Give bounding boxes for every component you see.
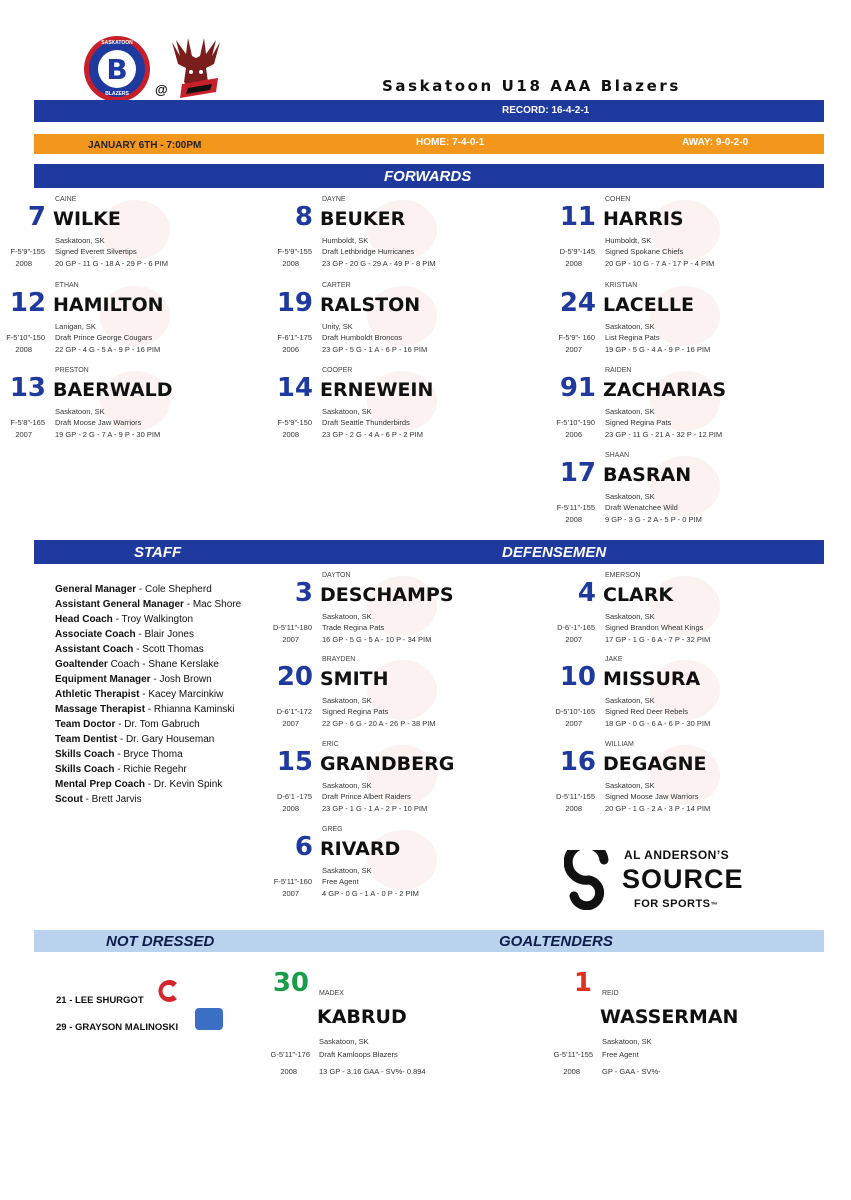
player-last-name: RALSTON — [320, 294, 421, 316]
player-last-name: LACELLE — [603, 294, 694, 316]
home-team-logo — [84, 36, 150, 102]
sponsor-line1: AL ANDERSON’S — [624, 848, 730, 862]
player-stats: 23 GP - 5 G - 1 A - 6 P - 16 PIM — [322, 345, 428, 354]
player-hometown: Humboldt, SK — [322, 236, 369, 245]
player-status: Draft Prince Albert Raiders — [322, 792, 411, 801]
staff-name: - Scott Thomas — [133, 644, 204, 655]
player-number: 19 — [276, 288, 313, 318]
goalie-card — [547, 968, 847, 1078]
player-first-name: EMERSON — [605, 572, 641, 579]
staff-member — [55, 734, 214, 745]
staff-member — [55, 794, 142, 805]
player-hometown: Saskatoon, SK — [55, 407, 105, 416]
player-card — [0, 367, 270, 447]
not-dressed-goalies-bar — [34, 930, 824, 952]
player-first-name: DAYTON — [322, 572, 351, 579]
staff-role: Mental Prep Coach — [55, 779, 146, 790]
player-birth-year: 2008 — [15, 259, 32, 268]
player-status: Draft Lethbridge Hurricanes — [322, 247, 415, 256]
game-info-bar — [34, 134, 824, 154]
player-stats: 23 GP - 2 G - 4 A - 6 P - 2 PIM — [322, 430, 424, 439]
player-hometown: Saskatoon, SK — [322, 781, 372, 790]
staff-member — [55, 659, 219, 670]
staff-name: - Mac Shore — [183, 599, 242, 610]
home-logo-ring-top: SASKATOON — [101, 40, 133, 46]
player-first-name: GREG — [322, 826, 343, 833]
staff-member — [55, 689, 223, 700]
player-status: Draft Wenatchee Wild — [605, 503, 678, 512]
player-status: Signed Regina Pats — [605, 418, 672, 427]
goalie-number: 30 — [272, 968, 309, 998]
player-first-name: RAIDEN — [605, 367, 632, 374]
player-stats: 17 GP - 1 G - 6 A - 7 P - 32 PIM — [605, 635, 711, 644]
forwards-title: FORWARDS — [384, 168, 472, 185]
staff-name: - Cole Shepherd — [136, 584, 212, 595]
player-birth-year: 2008 — [565, 259, 582, 268]
player-position-size: F-5’9”-155 — [277, 247, 312, 256]
staff-name: - Dr. Gary Houseman — [117, 734, 215, 745]
player-card — [267, 282, 537, 362]
team-logo-icon — [195, 1008, 223, 1030]
staff-name: - Dr. Kevin Spink — [145, 779, 223, 790]
staff-name: - Brett Jarvis — [82, 794, 142, 805]
player-hometown: Humboldt, SK — [605, 236, 652, 245]
away-record: AWAY: 9-0-2-0 — [682, 137, 749, 148]
goalie-status: Draft Kamloops Blazers — [319, 1050, 398, 1059]
player-last-name: BASRAN — [603, 464, 692, 486]
goaltenders-title: GOALTENDERS — [499, 933, 613, 950]
player-first-name: BRAYDEN — [322, 656, 356, 663]
staff-member — [55, 584, 212, 595]
player-number: 15 — [276, 747, 313, 777]
goalie-stats: 13 GP - 3.16 GAA - SV%- 0.894 — [319, 1067, 426, 1076]
player-number: 10 — [559, 662, 596, 692]
season-record: RECORD: 16-4-2-1 — [502, 105, 590, 116]
player-card — [267, 826, 537, 906]
player-birth-year: 2008 — [15, 345, 32, 354]
player-birth-year: 2008 — [565, 515, 582, 524]
player-position-size: D-5’9”-145 — [559, 247, 595, 256]
goalie-first-name: MADEX — [319, 990, 344, 997]
not-dressed-player-2: 29 - GRAYSON MALINOSKI — [56, 1022, 179, 1033]
staff-role: Goaltender — [55, 659, 108, 670]
staff-name: - Troy Walkington — [112, 614, 194, 625]
goalie-stats: GP - GAA - SV%- — [602, 1067, 661, 1076]
player-card — [550, 452, 820, 532]
player-first-name: KRISTIAN — [605, 282, 638, 289]
player-birth-year: 2008 — [282, 804, 299, 813]
staff-name: - Bryce Thoma — [114, 749, 183, 760]
home-record: HOME: 7-4-0-1 — [416, 137, 485, 148]
sponsor-line2: SOURCE — [622, 864, 744, 894]
goalie-status: Free Agent — [602, 1050, 639, 1059]
staff-member — [55, 599, 241, 610]
staff-name: - Kacey Marcinkiw — [139, 689, 224, 700]
player-last-name: WILKE — [53, 208, 121, 230]
staff-role: Team Dentist — [55, 734, 118, 745]
player-stats: 20 GP - 11 G - 18 A - 29 P - 6 PIM — [55, 259, 168, 268]
player-position-size: F-6’1”-175 — [277, 333, 312, 342]
player-status: Draft Seattle Thunderbirds — [322, 418, 410, 427]
staff-role: Massage Therapist — [55, 704, 146, 715]
player-birth-year: 2007 — [282, 635, 299, 644]
sponsor-line3-text: FOR SPORTS — [634, 898, 711, 910]
player-card — [0, 282, 270, 362]
staff-member — [55, 614, 193, 625]
player-number: 16 — [559, 747, 596, 777]
player-hometown: Saskatoon, SK — [605, 407, 655, 416]
player-last-name: BAERWALD — [53, 379, 173, 401]
home-logo-letter: B — [106, 53, 128, 86]
player-hometown: Unity, SK — [322, 322, 353, 331]
player-last-name: SMITH — [320, 668, 389, 690]
defensemen-title: DEFENSEMEN — [502, 544, 607, 561]
player-number: 4 — [577, 578, 596, 608]
sponsor-line3 — [634, 898, 718, 910]
player-stats: 18 GP - 0 G - 6 A - 6 P - 30 PIM — [605, 719, 711, 728]
staff-member — [55, 719, 200, 730]
player-position-size: D-5’11”-155 — [555, 792, 595, 801]
staff-name: - Richie Regehr — [114, 764, 187, 775]
player-birth-year: 2007 — [565, 345, 582, 354]
player-position-size: F-5’11”-155 — [556, 503, 595, 512]
player-hometown: Saskatoon, SK — [605, 696, 655, 705]
player-stats: 23 GP - 11 G - 21 A - 32 P - 12 PIM — [605, 430, 723, 439]
source-s-icon — [564, 850, 614, 910]
goalie-first-name: REID — [602, 990, 619, 997]
player-position-size: D-6’1”-172 — [276, 707, 312, 716]
staff-role: Assistant Coach — [55, 644, 134, 655]
staff-member — [55, 779, 222, 790]
player-first-name: SHAAN — [605, 452, 630, 459]
player-birth-year: 2008 — [282, 430, 299, 439]
player-status: Signed Regina Pats — [322, 707, 389, 716]
player-card — [550, 656, 820, 736]
player-number: 7 — [27, 202, 46, 232]
player-card — [550, 282, 820, 362]
player-last-name: HAMILTON — [53, 294, 164, 316]
player-position-size: F-5’11”-160 — [273, 877, 312, 886]
player-stats: 19 GP - 2 G - 7 A - 9 P - 30 PIM — [55, 430, 161, 439]
player-birth-year: 2007 — [565, 635, 582, 644]
staff-name: Coach - Shane Kerslake — [107, 659, 219, 670]
player-hometown: Saskatoon, SK — [605, 612, 655, 621]
player-position-size: D-5’10”-165 — [555, 707, 595, 716]
player-card — [550, 196, 820, 276]
sponsor-logo — [560, 842, 760, 914]
player-number: 3 — [294, 578, 313, 608]
player-stats: 16 GP - 5 G - 5 A - 10 P - 34 PIM — [322, 635, 432, 644]
staff-role: Skills Coach — [55, 764, 115, 775]
staff-title: STAFF — [134, 544, 182, 561]
staff-member — [55, 644, 204, 655]
staff-name: - Rhianna Kaminski — [145, 704, 235, 715]
player-stats: 23 GP - 20 G - 29 A - 49 P - 8 PIM — [322, 259, 436, 268]
player-position-size: D-6’1 -175 — [276, 792, 312, 801]
goalie-position-size: G-5’11”-155 — [553, 1050, 593, 1059]
forwards-bar — [34, 164, 824, 188]
staff-role: General Manager — [55, 584, 137, 595]
player-status: Trade Regina Pats — [322, 623, 385, 632]
player-position-size: F-5’8”-165 — [10, 418, 45, 427]
staff-defense-bar — [34, 540, 824, 564]
staff-role: Team Doctor — [55, 719, 116, 730]
player-first-name: COOPER — [322, 367, 353, 374]
player-number: 6 — [294, 832, 313, 862]
player-hometown: Saskatoon, SK — [322, 696, 372, 705]
player-number: 13 — [9, 373, 46, 403]
player-status: Signed Everett Silvertips — [55, 247, 137, 256]
player-status: Draft Prince George Cougars — [55, 333, 153, 342]
team-title: Saskatoon U18 AAA Blazers — [382, 77, 681, 95]
player-first-name: ETHAN — [55, 282, 79, 289]
player-number: 91 — [559, 373, 596, 403]
player-position-size: F-5’9”-150 — [277, 418, 312, 427]
player-first-name: ERIC — [322, 741, 339, 748]
player-last-name: ERNEWEIN — [320, 379, 434, 401]
player-hometown: Lanigan, SK — [55, 322, 96, 331]
player-card — [267, 572, 537, 652]
goalie-card — [264, 968, 564, 1078]
player-stats: 20 GP - 1 G - 2 A - 3 P - 14 PIM — [605, 804, 711, 813]
player-first-name: CARTER — [322, 282, 351, 289]
goalie-hometown: Saskatoon, SK — [319, 1037, 369, 1046]
player-last-name: GRANDBERG — [320, 753, 455, 775]
player-status: Draft Humboldt Broncos — [322, 333, 403, 342]
game-date: JANUARY 6TH - 7:00PM — [88, 140, 202, 151]
sponsor-tm: ™ — [710, 902, 719, 909]
staff-member — [55, 749, 183, 760]
player-hometown: Saskatoon, SK — [605, 322, 655, 331]
player-position-size: D-5’11”-180 — [272, 623, 312, 632]
goalie-birth-year: 2008 — [563, 1067, 580, 1076]
player-birth-year: 2007 — [15, 430, 32, 439]
player-position-size: F-5’9”-155 — [10, 247, 45, 256]
staff-role: Skills Coach — [55, 749, 115, 760]
goalie-number: 1 — [573, 968, 592, 998]
staff-role: Equipment Manager — [55, 674, 151, 685]
player-first-name: COHEN — [605, 196, 631, 203]
player-card — [267, 656, 537, 736]
staff-member — [55, 704, 235, 715]
record-bar — [34, 100, 824, 122]
at-symbol: @ — [155, 82, 168, 97]
player-status: Signed Red Deer Rebels — [605, 707, 688, 716]
staff-member — [55, 629, 194, 640]
player-hometown: Saskatoon, SK — [322, 612, 372, 621]
staff-role: Scout — [55, 794, 83, 805]
player-status: Free Agent — [322, 877, 359, 886]
staff-role: Associate Coach — [55, 629, 136, 640]
player-card — [0, 196, 270, 276]
player-status: List Regina Pats — [605, 333, 660, 342]
player-position-size: D-6’-1”-165 — [557, 623, 595, 632]
player-card — [267, 196, 537, 276]
opponent-logo — [166, 34, 226, 104]
staff-name: - Dr. Tom Gabruch — [115, 719, 200, 730]
player-number: 17 — [559, 458, 596, 488]
goalie-last-name: WASSERMAN — [600, 1006, 739, 1028]
player-position-size: F-5’9”- 160 — [558, 333, 595, 342]
player-birth-year: 2007 — [282, 719, 299, 728]
player-last-name: HARRIS — [603, 208, 684, 230]
player-hometown: Saskatoon, SK — [322, 407, 372, 416]
player-position-size: F-5’10”-190 — [556, 418, 595, 427]
player-first-name: CAINE — [55, 196, 77, 203]
player-stats: 20 GP - 10 G - 7 A - 17 P - 4 PIM — [605, 259, 715, 268]
player-hometown: Saskatoon, SK — [55, 236, 105, 245]
player-stats: 22 GP - 4 G - 5 A - 9 P - 16 PIM — [55, 345, 161, 354]
player-card — [550, 741, 820, 821]
not-dressed-title: NOT DRESSED — [106, 933, 215, 950]
player-card — [550, 367, 820, 447]
player-number: 20 — [276, 662, 313, 692]
player-birth-year: 2008 — [565, 804, 582, 813]
staff-name: - Blair Jones — [135, 629, 194, 640]
player-birth-year: 2008 — [282, 259, 299, 268]
staff-role: Assistant General Manager — [55, 599, 184, 610]
player-first-name: PRESTON — [55, 367, 89, 374]
player-number: 12 — [9, 288, 46, 318]
player-hometown: Saskatoon, SK — [322, 866, 372, 875]
staff-member — [55, 764, 187, 775]
player-first-name: DAYNE — [322, 196, 346, 203]
player-birth-year: 2007 — [282, 889, 299, 898]
staff-role: Head Coach — [55, 614, 113, 625]
player-stats: 23 GP - 1 G - 1 A - 2 P - 10 PIM — [322, 804, 428, 813]
player-status: Signed Brandon Wheat Kings — [605, 623, 704, 632]
player-last-name: BEUKER — [320, 208, 406, 230]
staff-role: Athletic Therapist — [55, 689, 140, 700]
player-first-name: WILLIAM — [605, 741, 634, 748]
player-position-size: F-5’10”-150 — [6, 333, 45, 342]
player-last-name: ZACHARIAS — [603, 379, 727, 401]
staff-name: - Josh Brown — [150, 674, 212, 685]
player-hometown: Saskatoon, SK — [605, 492, 655, 501]
player-number: 8 — [294, 202, 313, 232]
player-card — [550, 572, 820, 652]
player-card — [267, 741, 537, 821]
player-stats: 19 GP - 5 G - 4 A - 9 P - 16 PIM — [605, 345, 711, 354]
player-number: 11 — [559, 202, 596, 232]
not-dressed-player-1: 21 - LEE SHURGOT — [56, 995, 144, 1006]
player-stats: 9 GP - 3 G - 2 A - 5 P - 0 PIM — [605, 515, 702, 524]
player-stats: 4 GP - 0 G - 1 A - 0 P - 2 PIM — [322, 889, 419, 898]
goalie-hometown: Saskatoon, SK — [602, 1037, 652, 1046]
player-last-name: DEGAGNE — [603, 753, 707, 775]
goalie-birth-year: 2008 — [280, 1067, 297, 1076]
player-birth-year: 2007 — [565, 719, 582, 728]
player-birth-year: 2006 — [565, 430, 582, 439]
player-card — [267, 367, 537, 447]
goalie-last-name: KABRUD — [317, 1006, 407, 1028]
player-status: Signed Moose Jaw Warriors — [605, 792, 699, 801]
goalie-position-size: G-5’11”-176 — [270, 1050, 310, 1059]
player-first-name: JAKE — [605, 656, 623, 663]
home-logo-ring-bottom: BLAZERS — [105, 91, 129, 97]
team-logo-icon — [155, 977, 183, 1005]
player-status: Signed Spokane Chiefs — [605, 247, 684, 256]
player-birth-year: 2006 — [282, 345, 299, 354]
player-status: Draft Moose Jaw Warriors — [55, 418, 142, 427]
player-number: 24 — [559, 288, 596, 318]
player-last-name: CLARK — [603, 584, 674, 606]
player-last-name: DESCHAMPS — [320, 584, 454, 606]
staff-member — [55, 674, 212, 685]
player-last-name: RIVARD — [320, 838, 401, 860]
player-hometown: Saskatoon, SK — [605, 781, 655, 790]
player-last-name: MISSURA — [603, 668, 701, 690]
player-stats: 22 GP - 6 G - 20 A - 26 P - 38 PIM — [322, 719, 436, 728]
player-number: 14 — [276, 373, 313, 403]
